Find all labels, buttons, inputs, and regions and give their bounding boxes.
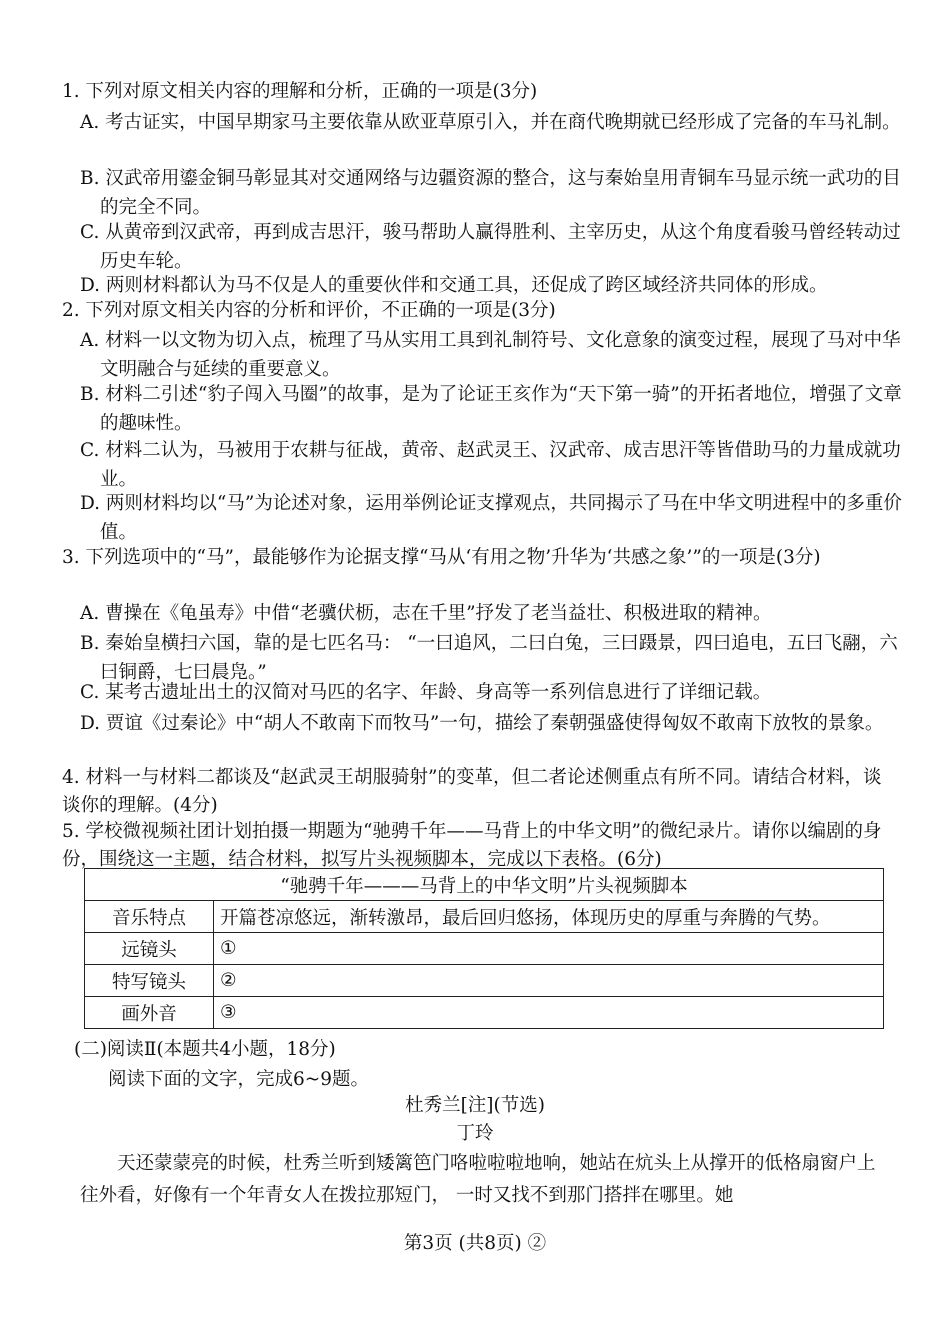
question-3-option-c: C. 某考古遗址出土的汉简对马匹的名字、年龄、身高等一系列信息进行了详细记载。 bbox=[80, 682, 772, 703]
question-2-option-d: D. 两则材料均以“马”为论述对象，运用举例论证支撑观点，共同揭示了马在中华文明进程中的多重价值。 bbox=[80, 493, 902, 543]
question-1-option-a: A. 考古证实，中国早期家马主要依靠从欧亚草原引入，并在商代晚期就已经形成了完备的车马礼制。 bbox=[80, 112, 901, 133]
table-row bbox=[85, 965, 884, 997]
question-1-option-c: C. 从黄帝到汉武帝，再到成吉思汗，骏马帮助人赢得胜利、主宰历史，从这个角度看骏马曾经转动过历史车轮。 bbox=[80, 222, 901, 272]
row-label-voiceover: 画外音 bbox=[85, 997, 214, 1029]
question-2-option-b: B. 材料二引述“豹子闯入马圈”的故事，是为了论证王亥作为“天下第一骑”的开拓者地位，增强了文章的趣味性。 bbox=[80, 384, 902, 434]
question-3-stem: 3. 下列选项中的“马”，最能够作为论据支撑“马从‘有用之物’升华为‘共感之象’”的一项是(3分) bbox=[62, 547, 821, 568]
question-3-option-b: B. 秦始皇横扫六国，靠的是七匹名马： “一曰追风，二曰白兔，三曰蹑景，四曰追电，五曰飞翮，六曰铜爵，七曰晨凫。” bbox=[80, 633, 898, 683]
table-row bbox=[85, 901, 884, 933]
passage-author: 丁玲 bbox=[456, 1123, 494, 1144]
question-2-stem: 2. 下列对原文相关内容的分析和评价，不正确的一项是(3分) bbox=[62, 300, 556, 321]
section-heading: (二)阅读Ⅱ(本题共4小题，18分) bbox=[74, 1039, 336, 1060]
row-value-voiceover: ③ bbox=[214, 997, 884, 1029]
row-value-long-shot: ① bbox=[214, 933, 884, 965]
question-1-stem: 1. 下列对原文相关内容的理解和分析，正确的一项是(3分) bbox=[62, 81, 538, 102]
row-value-music: 开篇苍凉悠远，渐转激昂，最后回归悠扬，体现历史的厚重与奔腾的气势。 bbox=[214, 901, 884, 933]
row-label-long-shot: 远镜头 bbox=[85, 933, 214, 965]
row-label-close-up: 特写镜头 bbox=[85, 965, 214, 997]
table-row bbox=[85, 997, 884, 1029]
question-2-option-a: A. 材料一以文物为切入点，梳理了马从实用工具到礼制符号、文化意象的演变过程，展现了马对中华文明融合与延续的重要意义。 bbox=[80, 330, 901, 380]
passage-title: 杜秀兰[注](节选) bbox=[405, 1095, 545, 1116]
table-header-row bbox=[85, 869, 884, 901]
row-value-close-up: ② bbox=[214, 965, 884, 997]
section-instruction: 阅读下面的文字，完成6~9题。 bbox=[108, 1069, 370, 1090]
table-title: “驰骋千年———马背上的中华文明”片头视频脚本 bbox=[85, 869, 884, 901]
question-5-stem: 5. 学校微视频社团计划拍摄一期题为“驰骋千年——马背上的中华文明”的微纪录片。请你以编剧的身份，围绕这一主题，结合材料，拟写片头视频脚本，完成以下表格。(6分) bbox=[62, 821, 882, 870]
passage-paragraph: 天还蒙蒙亮的时候，杜秀兰听到矮篱笆门咯啦啦啦地响，她站在炕头上从撑开的低格扇窗户上往外看，好像有一个年青女人在拨拉那短门， 一时又找不到那门搭拌在哪里。她 bbox=[80, 1153, 876, 1206]
video-script-table bbox=[84, 868, 884, 1029]
question-1-option-b: B. 汉武帝用鎏金铜马彰显其对交通网络与边疆资源的整合，这与秦始皇用青铜车马显示统一武功的目的完全不同。 bbox=[80, 168, 901, 218]
table-row bbox=[85, 933, 884, 965]
question-3-option-d: D. 贾谊《过秦论》中“胡人不敢南下而牧马”一句，描绘了秦朝强盛使得匈奴不敢南下放牧的景象。 bbox=[80, 713, 884, 734]
question-1-option-d: D. 两则材料都认为马不仅是人的重要伙伴和交通工具，还促成了跨区域经济共同体的形成。 bbox=[80, 275, 828, 296]
question-2-option-c: C. 材料二认为，马被用于农耕与征战，黄帝、赵武灵王、汉武帝、成吉思汗等皆借助马的力量成就功业。 bbox=[80, 440, 901, 490]
question-3-option-a: A. 曹操在《龟虽寿》中借“老骥伏枥，志在千里”抒发了老当益壮、积极进取的精神。 bbox=[80, 603, 772, 624]
row-label-music: 音乐特点 bbox=[85, 901, 214, 933]
question-4-stem: 4. 材料一与材料二都谈及“赵武灵王胡服骑射”的变革，但二者论述侧重点有所不同。请结合材料，谈谈你的理解。(4分) bbox=[62, 767, 882, 816]
page-footer: 第3页 (共8页) ② bbox=[403, 1233, 547, 1254]
